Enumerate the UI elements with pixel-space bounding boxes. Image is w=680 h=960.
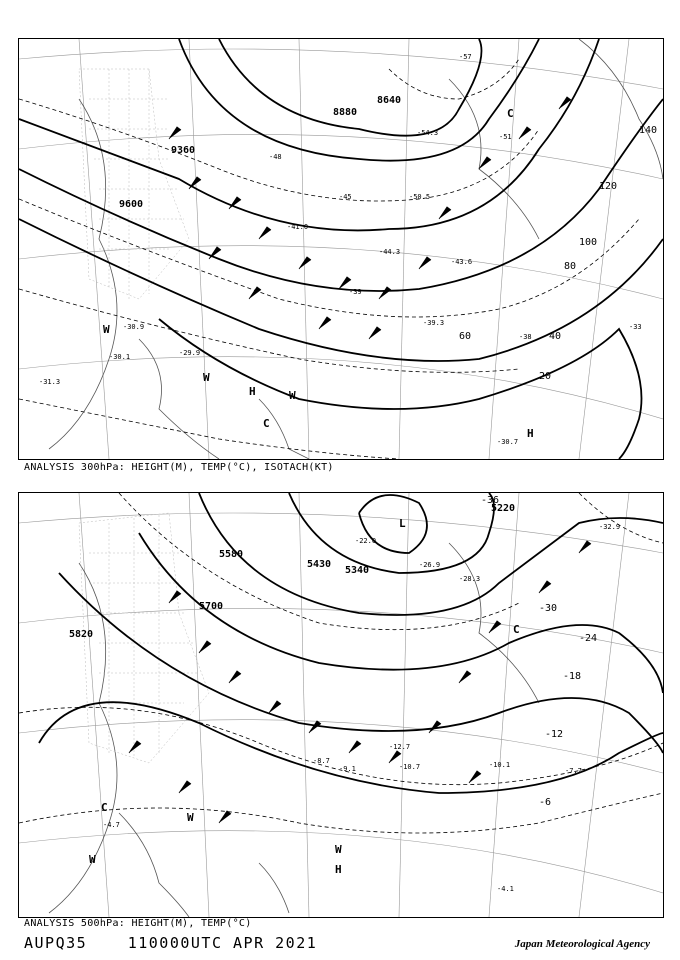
- isotach-label: 20: [539, 371, 552, 382]
- caption-300hpa: ANALYSIS 300hPa: HEIGHT(M), TEMP(°C), ISOTACH(KT): [24, 462, 334, 473]
- low-center: L: [399, 517, 406, 530]
- isotherm-label: -36: [481, 495, 500, 506]
- temp-label: -48: [269, 153, 282, 161]
- chart-500hpa: [18, 492, 664, 918]
- agency-name: Japan Meteorological Agency: [514, 938, 650, 950]
- temp-label: -9.1: [339, 765, 356, 773]
- isotach-label: 140: [639, 125, 658, 136]
- temp-label: -44.3: [379, 248, 401, 256]
- height-label: 5820: [69, 629, 94, 640]
- cold-center: C: [513, 623, 520, 636]
- temp-label: -32.9: [599, 523, 621, 531]
- temp-label: -4.7: [103, 821, 120, 829]
- height-label: 5430: [307, 559, 332, 570]
- height-label-group: [69, 503, 515, 640]
- isotherm-label: -30: [539, 603, 558, 614]
- isotachs: [19, 59, 639, 459]
- isotach-label: 120: [599, 181, 618, 192]
- temp-label: -12.7: [389, 743, 411, 751]
- temp-label: -31.3: [39, 378, 61, 386]
- temp-label-group: [103, 523, 620, 893]
- temp-label: -45: [339, 193, 352, 201]
- isotherm-label: -12: [545, 729, 564, 740]
- height-label: 5700: [199, 601, 224, 612]
- height-label: 8880: [333, 107, 358, 118]
- isotherm-label: -24: [579, 633, 598, 644]
- warm-center: W: [335, 843, 342, 856]
- height-label: 5340: [345, 565, 370, 576]
- isotherm-label: -18: [563, 671, 582, 682]
- temp-label: -38: [519, 333, 532, 341]
- warm-center: W: [103, 323, 110, 336]
- isotherms: [19, 493, 663, 833]
- map-300hpa-canvas: [19, 39, 663, 459]
- warm-center: W: [89, 853, 96, 866]
- high-center: H: [527, 427, 534, 440]
- temp-label: -10.7: [399, 763, 421, 771]
- cold-center: C: [263, 417, 270, 430]
- height-label: 5220: [491, 503, 516, 514]
- caption-500hpa: ANALYSIS 500hPa: HEIGHT(M), TEMP(°C): [24, 918, 252, 929]
- temp-label: -10.1: [489, 761, 511, 769]
- height-label: 9360: [171, 145, 196, 156]
- temp-label: -28.3: [459, 575, 481, 583]
- temp-label: -8.7: [313, 757, 330, 765]
- temp-label: -29.9: [179, 349, 201, 357]
- valid-time: 110000UTC APR 2021: [127, 934, 318, 952]
- warm-center: W: [187, 811, 194, 824]
- temp-label: -54.3: [417, 129, 439, 137]
- center-label-group: [89, 517, 520, 876]
- temp-label: -30.1: [109, 353, 131, 361]
- isotherm-label: -6: [539, 797, 552, 808]
- high-center: H: [249, 385, 256, 398]
- temp-label: -30.9: [123, 323, 145, 331]
- warm-center: W: [203, 371, 210, 384]
- height-label: 8640: [377, 95, 402, 106]
- center-label-group: [103, 107, 534, 440]
- height-label: 9600: [119, 199, 144, 210]
- coastline: [49, 543, 539, 917]
- temp-label: -50.5: [409, 193, 431, 201]
- temp-label: -7.7: [565, 767, 582, 775]
- map-500hpa-canvas: [19, 493, 663, 917]
- temp-label: -39.3: [423, 319, 445, 327]
- height-label: 5580: [219, 549, 244, 560]
- temp-label: -30.7: [497, 438, 519, 446]
- isotach-label: 100: [579, 237, 598, 248]
- temp-label: -26.9: [419, 561, 441, 569]
- temp-label: -43.6: [451, 258, 473, 266]
- temp-label: -33: [629, 323, 642, 331]
- temp-label: -39: [349, 288, 362, 296]
- temp-label: -4.1: [497, 885, 514, 893]
- terrain-hatch: [79, 69, 189, 299]
- product-id: AUPQ35: [24, 934, 88, 952]
- product-header: [24, 934, 317, 952]
- cold-center: C: [101, 801, 108, 814]
- temp-label: -51: [499, 133, 512, 141]
- isotach-label: 40: [549, 331, 562, 342]
- temp-label: -22.0: [355, 537, 377, 545]
- chart-300hpa: [18, 38, 664, 460]
- warm-center: W: [289, 389, 296, 402]
- height-label-group: [119, 95, 401, 210]
- isotach-label: 80: [564, 261, 577, 272]
- isotach-label: 60: [459, 331, 472, 342]
- high-center: H: [335, 863, 342, 876]
- temp-label: -57: [459, 53, 472, 61]
- cold-center: C: [507, 107, 514, 120]
- temp-label: -41.0: [287, 223, 309, 231]
